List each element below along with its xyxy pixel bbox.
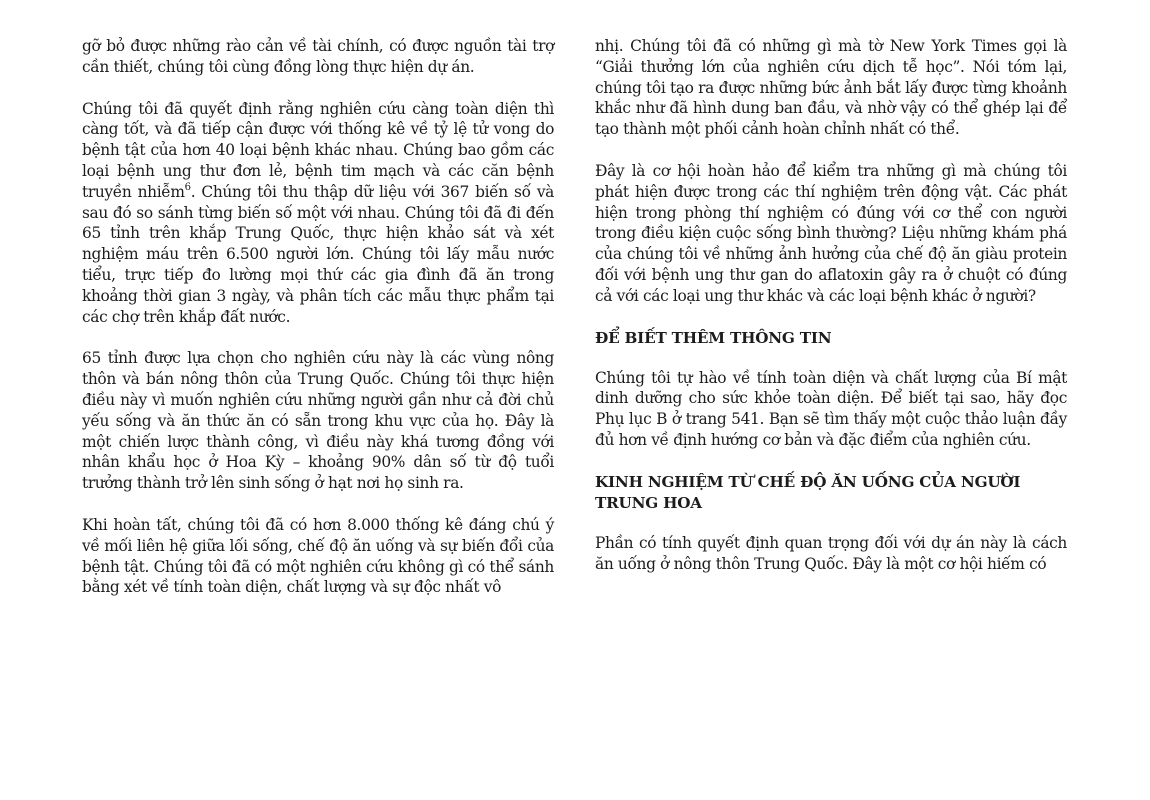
paragraph: Chúng tôi tự hào về tính toàn diện và chất lượng của Bí mật dinh dưỡng cho sức khỏe toàn diện. Để biết tại sao, hãy đọc Phụ lục B ở trang 541. Bạn sẽ tìm thấy một cuộc thảo luận đầy đủ hơn về định hướng cơ bản và đặc điểm của nghiên cứu. [595, 368, 1067, 449]
section-heading: KINH NGHIỆM TỪ CHẾ ĐỘ ĂN UỐNG CỦA NGƯỜI TRUNG HOA [595, 472, 1021, 512]
paragraph-text: Chúng tôi đã quyết định rằng nghiên cứu càng toàn diện thì càng tốt, và đã tiếp cận được với thống kê về tỷ lệ tử vong do bệnh tật của hơn 40 loại bệnh khác nhau. Chúng bao gồm các loại bệnh ung thư đơn lẻ, bệnh tim mạch và các căn bệnh truyền nhiễm [82, 99, 554, 201]
right-column [595, 36, 1067, 595]
paragraph: Đây là cơ hội hoàn hảo để kiểm tra những gì mà chúng tôi phát hiện được trong các thí nghiệm trên động vật. Các phát hiện trong phòng thí nghiệm có đúng với cơ thể con người trong điều kiện cuộc sống bình thường? Liệu những khám phá của chúng tôi về những ảnh hưởng của chế độ ăn giàu protein đối với bệnh ung thư gan do aflatoxin gây ra ở chuột có đúng cả với các loại ung thư khác và các loại bệnh khác ở người? [595, 161, 1067, 305]
paragraph: nhị. Chúng tôi đã có những gì mà tờ New York Times gọi là “Giải thưởng lớn của nghiên cứu dịch tễ học”. Nói tóm lại, chúng tôi tạo ra được những bức ảnh bắt lấy được từng khoảnh khắc như đã hình dung ban đầu, và nhờ vậy có thể ghép lại để tạo thành một phối cảnh hoàn chỉnh nhất có thể. [595, 37, 1067, 139]
paragraph [82, 99, 554, 328]
paragraph: 65 tỉnh được lựa chọn cho nghiên cứu này là các vùng nông thôn và bán nông thôn của Trung Quốc. Chúng tôi thực hiện điều này vì muốn nghiên cứu những người gần như cả đời chủ yếu sống và ăn thức ăn có sẵn trong khu vực của họ. Đây là một chiến lược thành công, vì điều này khá tương đồng với nhân khẩu học ở Hoa Kỳ – khoảng 90% dân số từ độ tuổi trưởng thành trở lên sinh sống ở hạt nơi họ sinh ra. [82, 349, 554, 493]
paragraph: gỡ bỏ được những rào cản về tài chính, có được nguồn tài trợ cần thiết, chúng tôi cùng đồng lòng thực hiện dự án. [82, 37, 554, 76]
footnote-reference: 6 [184, 181, 191, 193]
section-heading: ĐỂ BIẾT THÊM THÔNG TIN [595, 328, 832, 347]
paragraph: Phần có tính quyết định quan trọng đối với dự án này là cách ăn uống ở nông thôn Trung Quốc. Đây là một cơ hội hiếm có [595, 533, 1067, 573]
paragraph: Khi hoàn tất, chúng tôi đã có hơn 8.000 thống kê đáng chú ý về mối liên hệ giữa lối sống, chế độ ăn uống và sự biến đổi của bệnh tật. Chúng tôi đã có một nghiên cứu không gì có thể sánh bằng xét về tính toàn diện, chất lượng và sự độc nhất vô [82, 515, 554, 597]
paragraph-text: . Chúng tôi thu thập dữ liệu với 367 biến số và sau đó so sánh từng biến số một với nhau. Chúng tôi đã đi đến 65 tỉnh trên khắp Trung Quốc, thực hiện khảo sát và xét nghiệm máu trên 6.500 người lớn. Chúng tôi lấy mẫu nước tiểu, trực tiếp đo lường mọi thứ các gia đình đã ăn trong khoảng thời gian 3 ngày, và phân tích các mẫu thực phẩm tại các chợ trên khắp đất nước. [82, 182, 554, 326]
left-column [82, 36, 554, 619]
